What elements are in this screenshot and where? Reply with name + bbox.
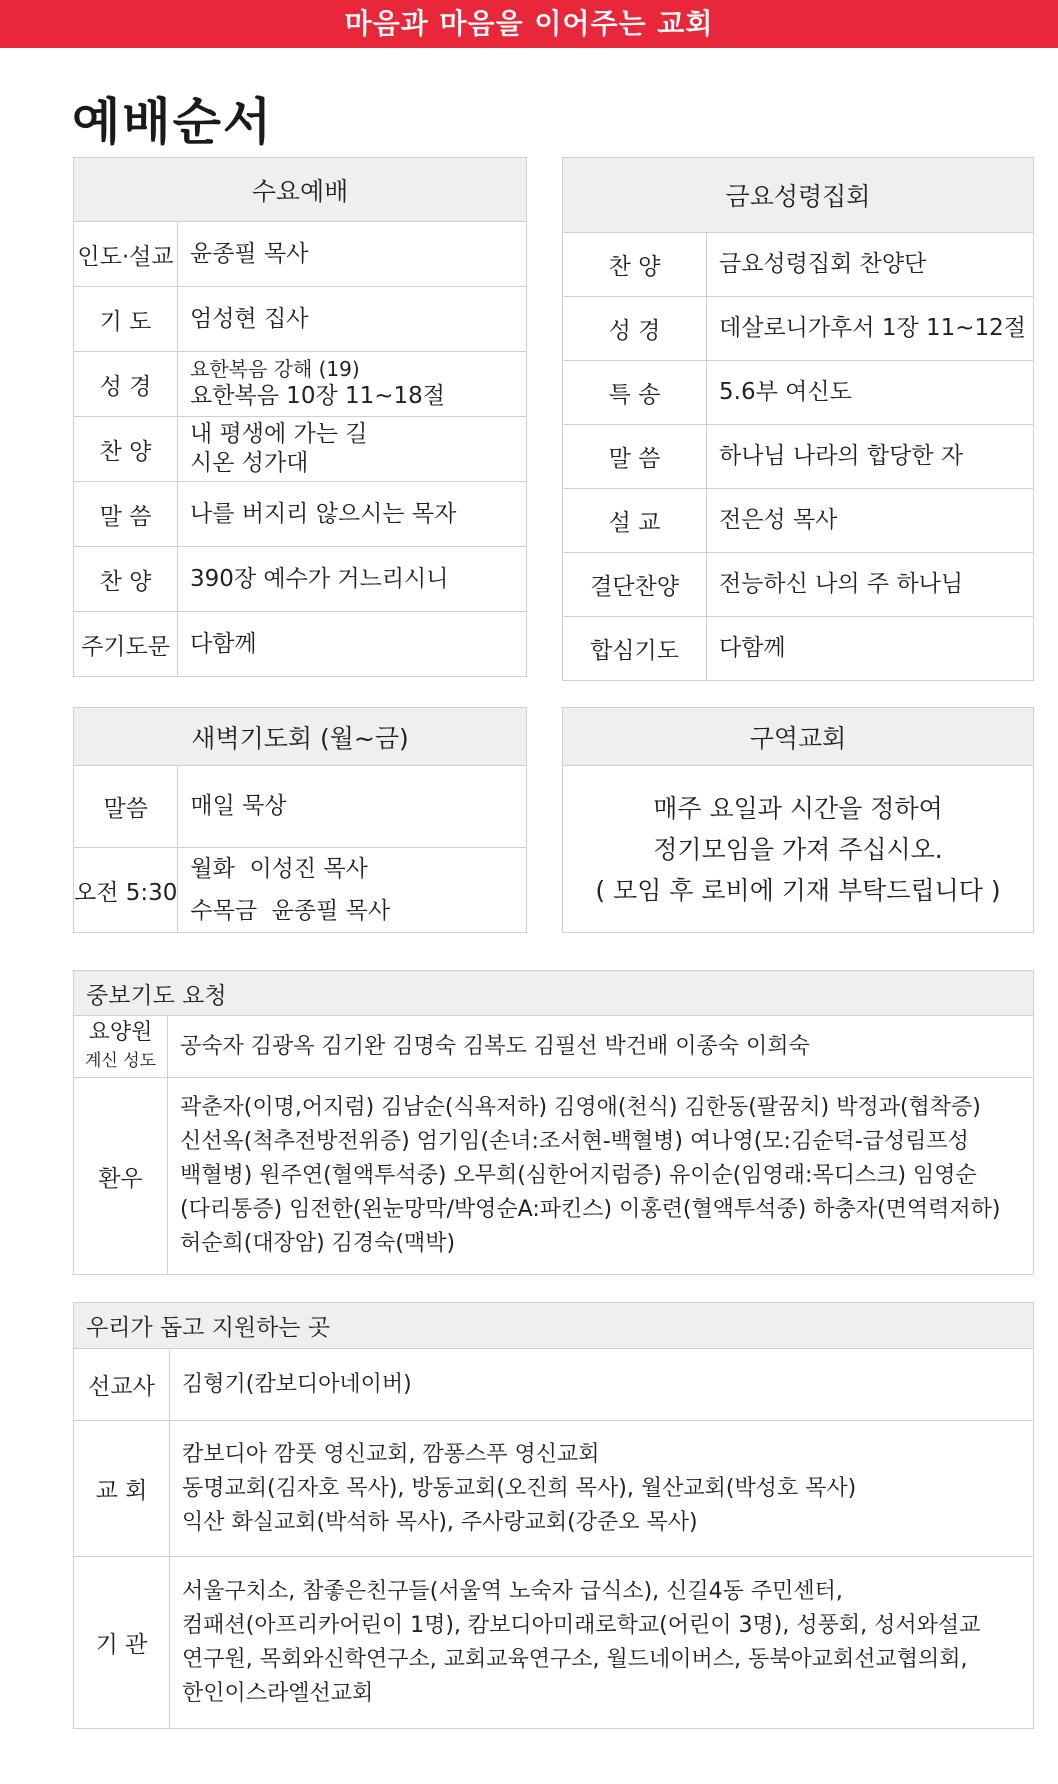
notice-line: 정기모임을 가져 주십시오. [653, 834, 943, 864]
row-value: 나를 버지리 않으시는 목자 [178, 482, 527, 547]
row-label: 찬 양 [74, 547, 178, 612]
row-label: 기 관 [74, 1557, 170, 1729]
intercessory-prayer-title: 중보기도 요청 [74, 971, 1034, 1016]
row-value: 금요성령집회 찬양단 [707, 233, 1034, 297]
notice-line: ( 모임 후 로비에 기재 부탁드립니다 ) [595, 875, 1001, 905]
organization-line: 한인이스라엘선교회 [182, 1680, 374, 1706]
row-value [168, 1078, 1034, 1275]
patient-line: 신선옥(척추전방전위증) 엄기임(손녀:조서현-백혈병) 여나영(모:김순덕-급성림프성 [180, 1129, 969, 1154]
zone-church-title: 구역교회 [563, 708, 1034, 766]
row-value: 390장 예수가 거느리시니 [178, 547, 527, 612]
row-label: 교 회 [74, 1421, 170, 1557]
intercessory-prayer-table [73, 970, 1034, 1275]
row-value: 5.6부 여신도 [707, 361, 1034, 425]
scripture-passage: 요한복음 10장 11~18절 [190, 383, 446, 410]
patient-line: 허순희(대장암) 김경숙(맥박) [180, 1231, 456, 1256]
row-value [170, 1421, 1034, 1557]
row-label [74, 1016, 168, 1078]
row-label: 말 씀 [563, 425, 707, 489]
row-label: 선교사 [74, 1349, 170, 1421]
row-label: 주기도문 [74, 612, 178, 677]
row-label: 말 씀 [74, 482, 178, 547]
row-value: 엄성현 집사 [178, 287, 527, 352]
row-value: 윤종필 목사 [178, 222, 527, 287]
organization-line: 컴패션(아프리카어린이 1명), 캄보디아미래로학교(어린이 3명), 성풍회, 성서와설교 [182, 1612, 981, 1638]
row-value [170, 1557, 1034, 1729]
hymn-title: 내 평생에 가는 길 [190, 421, 368, 448]
church-slogan-banner: 마음과 마음을 이어주는 교회 [0, 0, 1058, 48]
friday-gathering-table [562, 157, 1034, 681]
patient-line: 백혈병) 원주연(혈액투석중) 오무희(심한어지럼증) 유이순(임영래:목디스크) 임영순 [180, 1163, 977, 1188]
friday-gathering-title: 금요성령집회 [563, 158, 1034, 233]
row-value [178, 352, 527, 417]
organization-line: 서울구치소, 참좋은친구들(서울역 노숙자 급식소), 신길4동 주민센터, [182, 1578, 843, 1604]
organization-line: 연구원, 목회와신학연구소, 교회교육연구소, 월드네이버스, 동북아교회선교협의회, [182, 1646, 968, 1672]
row-label: 합심기도 [563, 617, 707, 681]
church-line: 캄보디아 깜풋 영신교회, 깜퐁스푸 영신교회 [182, 1441, 600, 1467]
church-line: 동명교회(김자호 목사), 방동교회(오진희 목사), 월산교회(박성호 목사) [182, 1475, 857, 1501]
patient-line: (다리통증) 임전한(왼눈망막/박영순A:파킨스) 이홍련(혈액투석중) 하충자(면역력저하) [180, 1197, 1001, 1222]
zone-church-notice [563, 766, 1034, 933]
row-label: 찬 양 [563, 233, 707, 297]
row-value: 다함께 [707, 617, 1034, 681]
row-value: 다함께 [178, 612, 527, 677]
row-value [178, 417, 527, 482]
row-label: 환우 [74, 1078, 168, 1275]
leader-mon-tue: 월화 이성진 목사 [190, 856, 368, 882]
row-label: 특 송 [563, 361, 707, 425]
row-value: 김형기(캄보디아네이버) [170, 1349, 1034, 1421]
supported-places-title: 우리가 돕고 지원하는 곳 [74, 1303, 1034, 1349]
row-value: 하나님 나라의 합당한 자 [707, 425, 1034, 489]
row-label: 인도·설교 [74, 222, 178, 287]
row-value: 전은성 목사 [707, 489, 1034, 553]
row-value: 데살로니가후서 1장 11~12절 [707, 297, 1034, 361]
row-value [178, 848, 527, 933]
notice-line: 매주 요일과 시간을 정하여 [653, 793, 943, 823]
row-value: 공숙자 김광옥 김기완 김명숙 김복도 김필선 박건배 이종숙 이희숙 [168, 1016, 1034, 1078]
row-value: 매일 묵상 [178, 766, 527, 848]
dawn-prayer-title: 새벽기도회 (월~금) [74, 708, 527, 766]
row-label: 성 경 [74, 352, 178, 417]
row-label: 말씀 [74, 766, 178, 848]
row-label: 성 경 [563, 297, 707, 361]
nursing-home-label: 요양원 [88, 1019, 153, 1045]
row-label: 설 교 [563, 489, 707, 553]
dawn-prayer-table [73, 707, 527, 933]
row-value: 전능하신 나의 주 하나님 [707, 553, 1034, 617]
row-label: 오전 5:30 [74, 848, 178, 933]
page-title: 예배순서 [72, 93, 274, 151]
supported-places-table [73, 1302, 1034, 1729]
wednesday-service-title: 수요예배 [74, 158, 527, 222]
nursing-home-sublabel: 계신 성도 [84, 1050, 157, 1071]
leader-wed-fri: 수목금 윤종필 목사 [190, 898, 391, 924]
choir-name: 시온 성가대 [190, 450, 309, 476]
church-line: 익산 화실교회(박석하 목사), 주사랑교회(강준오 목사) [182, 1509, 698, 1535]
patient-line: 곽춘자(이명,어지럼) 김남순(식욕저하) 김영애(천식) 김한동(팔꿈치) 박정과(협착증) [180, 1095, 981, 1120]
scripture-series: 요한복음 강해 (19) [190, 357, 360, 382]
row-label: 찬 양 [74, 417, 178, 482]
zone-church-table [562, 707, 1034, 933]
row-label: 결단찬양 [563, 553, 707, 617]
wednesday-service-table [73, 157, 527, 677]
row-label: 기 도 [74, 287, 178, 352]
